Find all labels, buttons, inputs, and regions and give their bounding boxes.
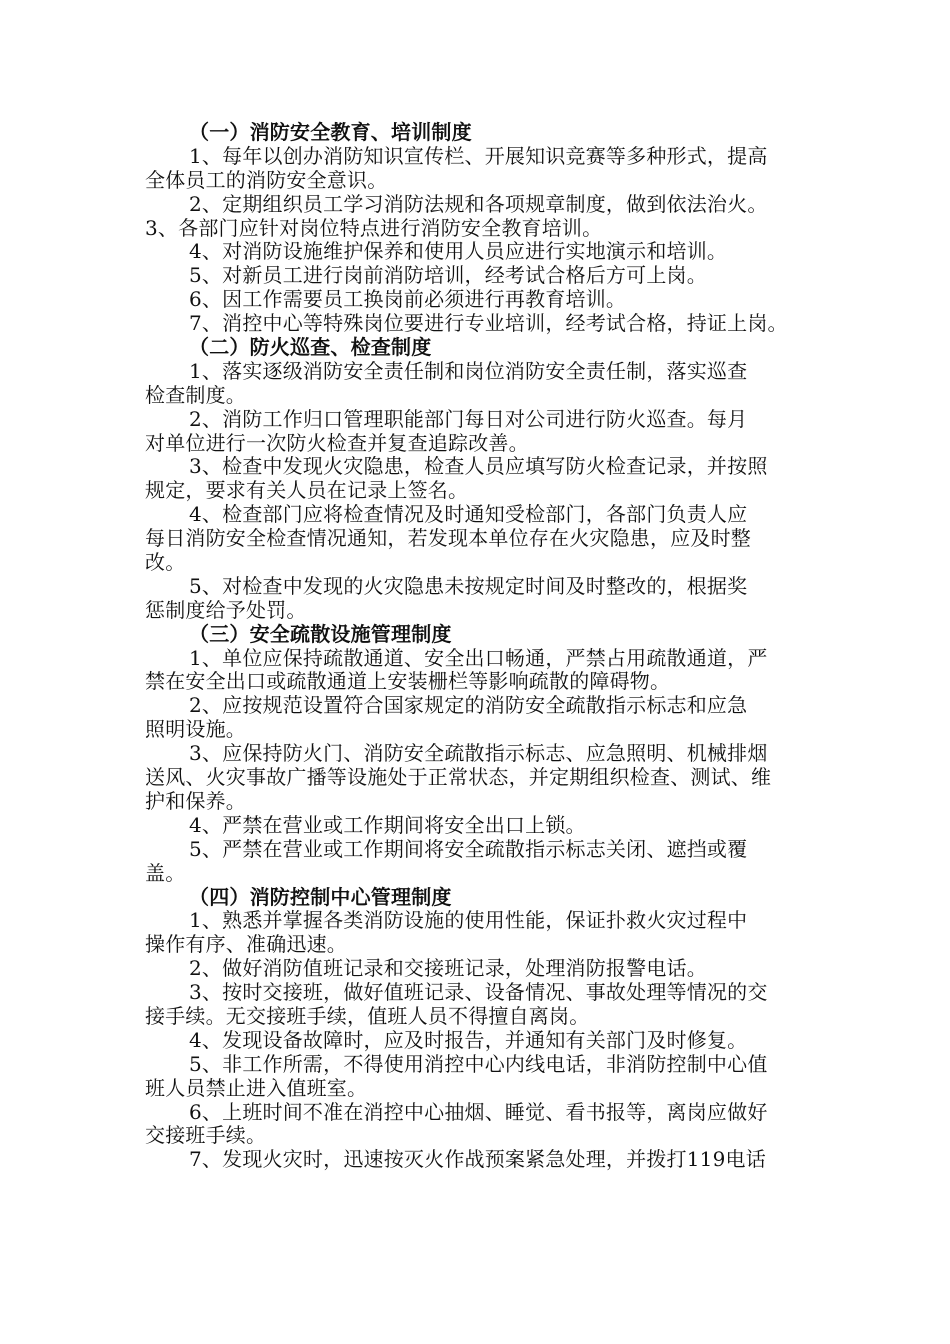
paragraph-line: 接手续。无交接班手续，值班人员不得擅自离岗。 — [145, 1003, 590, 1028]
paragraph-line: 5、对新员工进行岗前消防培训，经考试合格后方可上岗。 — [189, 263, 707, 288]
paragraph-line: 1、落实逐级消防安全责任制和岗位消防安全责任制，落实巡查 — [189, 358, 748, 383]
paragraph-line: 3、按时交接班，做好值班记录、设备情况、事故处理等情况的交 — [189, 980, 768, 1005]
paragraph-line: 改。 — [145, 550, 186, 575]
paragraph-line: 4、严禁在营业或工作期间将安全出口上锁。 — [189, 812, 586, 837]
paragraph-line: 4、发现设备故障时，应及时报告，并通知有关部门及时修复。 — [189, 1027, 748, 1052]
paragraph-line: 3、应保持防火门、消防安全疏散指示标志、应急照明、机械排烟 — [189, 741, 768, 766]
paragraph-line: 7、发现火灾时，迅速按灭火作战预案紧急处理，并拨打119电话 — [189, 1147, 766, 1172]
paragraph-line: 4、对消防设施维护保养和使用人员应进行实地演示和培训。 — [189, 239, 728, 264]
paragraph-line: 盖。 — [145, 860, 186, 885]
document-body — [145, 121, 815, 1172]
paragraph-line: 照明设施。 — [145, 717, 246, 742]
paragraph-line: 4、检查部门应将检查情况及时通知受检部门，各部门负责人应 — [189, 502, 748, 527]
paragraph-line: 1、单位应保持疏散通道、安全出口畅通，严禁占用疏散通道，严 — [189, 645, 768, 670]
paragraph-line: 规定，要求有关人员在记录上签名。 — [145, 478, 469, 503]
paragraph-line: 3、各部门应针对岗位特点进行消防安全教育培训。 — [145, 215, 603, 240]
paragraph-line: 2、定期组织员工学习消防法规和各项规章制度，做到依法治火。 — [189, 191, 768, 216]
section-heading: （四）消防控制中心管理制度 — [189, 884, 452, 909]
section-heading: （二）防火巡查、检查制度 — [189, 335, 432, 360]
paragraph-line: 2、应按规范设置符合国家规定的消防安全疏散指示标志和应急 — [189, 693, 748, 718]
paragraph-line: 班人员禁止进入值班室。 — [145, 1075, 368, 1100]
paragraph-line: 操作有序、准确迅速。 — [145, 932, 347, 957]
paragraph-line: 1、熟悉并掌握各类消防设施的使用性能，保证扑救火灾过程中 — [189, 908, 748, 933]
paragraph-line: 7、消控中心等特殊岗位要进行专业培训，经考试合格，持证上岗。 — [189, 311, 788, 336]
paragraph-line: 2、消防工作归口管理职能部门每日对公司进行防火巡查。每月 — [189, 406, 748, 431]
paragraph-line: 惩制度给予处罚。 — [145, 597, 307, 622]
paragraph-line: 检查制度。 — [145, 382, 246, 407]
paragraph-line: 6、上班时间不准在消控中心抽烟、睡觉、看书报等，离岗应做好 — [189, 1099, 768, 1124]
paragraph-line: 对单位进行一次防火检查并复查追踪改善。 — [145, 430, 529, 455]
paragraph-line: 5、非工作所需，不得使用消控中心内线电话，非消防控制中心值 — [189, 1051, 768, 1076]
section-heading: （一）消防安全教育、培训制度 — [189, 120, 472, 144]
paragraph-line: 2、做好消防值班记录和交接班记录，处理消防报警电话。 — [189, 956, 707, 981]
paragraph-line: 交接班手续。 — [145, 1123, 267, 1148]
paragraph-line: 5、严禁在营业或工作期间将安全疏散指示标志关闭、遮挡或覆 — [189, 836, 748, 861]
paragraph-line: 5、对检查中发现的火灾隐患未按规定时间及时整改的，根据奖 — [189, 573, 748, 598]
paragraph-line: 禁在安全出口或疏散通道上安装栅栏等影响疏散的障碍物。 — [145, 669, 671, 694]
paragraph-line: 每日消防安全检查情况通知，若发现本单位存在火灾隐患，应及时整 — [145, 526, 751, 551]
paragraph-line: 送风、火灾事故广播等设施处于正常状态，并定期组织检查、测试、维 — [145, 765, 772, 790]
paragraph-line: 护和保养。 — [145, 788, 246, 813]
paragraph-line: 1、每年以创办消防知识宣传栏、开展知识竞赛等多种形式，提高 — [189, 143, 768, 168]
section-heading: （三）安全疏散设施管理制度 — [189, 621, 452, 646]
paragraph-line: 3、检查中发现火灾隐患，检查人员应填写防火检查记录，并按照 — [189, 454, 768, 479]
paragraph-line: 6、因工作需要员工换岗前必须进行再教育培训。 — [189, 287, 627, 312]
paragraph-line: 全体员工的消防安全意识。 — [145, 167, 388, 192]
